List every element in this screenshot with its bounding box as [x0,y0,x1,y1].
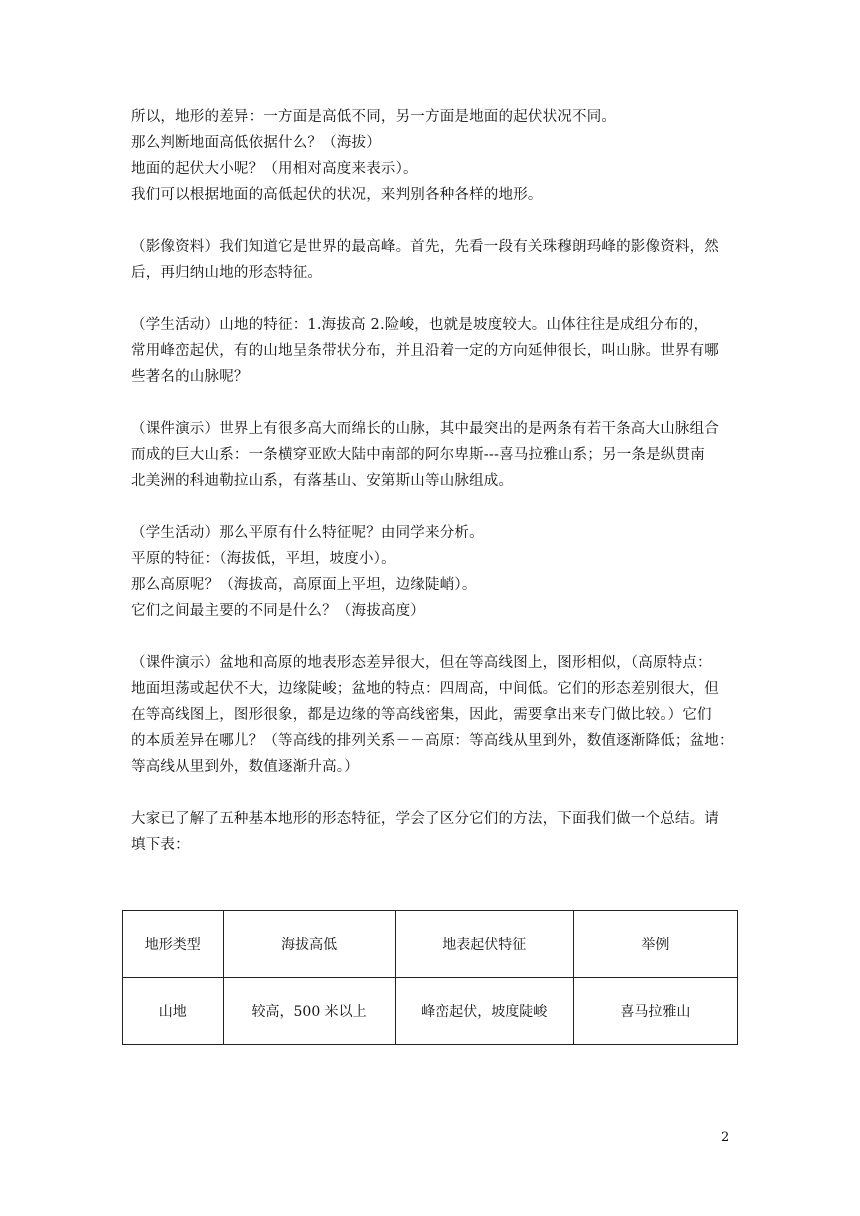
text-line: 北美洲的科迪勒拉山系，有落基山、安第斯山等山脉组成。 [131,473,514,489]
text-line: 而成的巨大山系：一条横穿亚欧大陆中南部的阿尔卑斯---喜马拉雅山系；另一条是纵贯南 [131,447,705,463]
text-line: 大家已了解了五种基本地形的形态特征，学会了区分它们的方法，下面我们做一个总结。请 [131,811,719,827]
table-row [123,978,738,1045]
table-cell: 较高，500 米以上 [223,978,395,1045]
document-body [131,104,743,884]
table-header-cell: 地表起伏特征 [395,911,573,978]
text-line: 我们可以根据地面的高低起伏的状况，来判别各种各样的地形。 [131,187,543,203]
text-line: 地面的起伏大小呢？（用相对高度来表示）。 [131,161,418,177]
text-line: 在等高线图上，图形很象，都是边缘的等高线密集，因此，需要拿出来专门做比较。）它们 [131,707,712,723]
table-header-cell: 举例 [573,911,737,978]
paragraph-terrain-differences [131,104,743,208]
text-line: 些著名的山脉呢？ [131,369,249,385]
text-line: 的本质差异在哪儿？（等高线的排列关系－－高原：等高线从里到外，数值逐渐降低；盆地： [131,733,734,749]
table-cell: 喜马拉雅山 [573,978,737,1045]
text-line: （课件演示）盆地和高原的地表形态差异很大，但在等高线图上，图形相似，（高原特点： [131,655,712,671]
paragraph-video-material [131,234,743,286]
text-line: 填下表： [131,837,190,853]
paragraph-mountain-features [131,312,743,390]
text-line: 地面坦荡或起伏不大，边缘陡峻；盆地的特点：四周高，中间低。它们的形态差别很大，但 [131,681,719,697]
terrain-summary-table [122,910,738,1045]
text-line: 所以，地形的差异：一方面是高低不同，另一方面是地面的起伏状况不同。 [131,109,617,125]
paragraph-summary-intro [131,806,743,858]
table-cell: 山地 [123,978,224,1045]
paragraph-mountain-systems [131,416,743,494]
text-line: 那么高原呢？（海拔高，高原面上平坦，边缘陡峭）。 [131,577,477,593]
text-line: 平原的特征：（海拔低，平坦，坡度小）。 [131,551,396,567]
text-line: （影像资料）我们知道它是世界的最高峰。首先，先看一段有关珠穆朗玛峰的影像资料，然 [131,239,719,255]
text-line: 那么判断地面高低依据什么？（海拔） [131,135,381,151]
text-line: 后，再归纳山地的形态特征。 [131,265,323,281]
text-line: 它们之间最主要的不同是什么？（海拔高度） [131,603,425,619]
table-header-cell: 海拔高低 [223,911,395,978]
page-number: 2 [721,1130,730,1145]
paragraph-plain-plateau [131,520,743,624]
text-line: 常用峰峦起伏，有的山地呈条带状分布，并且沿着一定的方向延伸很长，叫山脉。世界有哪 [131,343,719,359]
text-line: 等高线从里到外，数值逐渐升高。） [131,759,359,775]
paragraph-basin-plateau-contours [131,650,743,780]
text-line: （学生活动）那么平原有什么特征呢？由同学来分析。 [131,525,484,541]
text-line: （课件演示）世界上有很多高大而绵长的山脉，其中最突出的是两条有若干条高大山脉组合 [131,421,719,437]
table-cell: 峰峦起伏，坡度陡峻 [395,978,573,1045]
text-line: （学生活动）山地的特征：1.海拔高 2.险峻，也就是坡度较大。山体往往是成组分布的， [131,317,709,333]
table-header-row [123,911,738,978]
table-header-cell: 地形类型 [123,911,224,978]
